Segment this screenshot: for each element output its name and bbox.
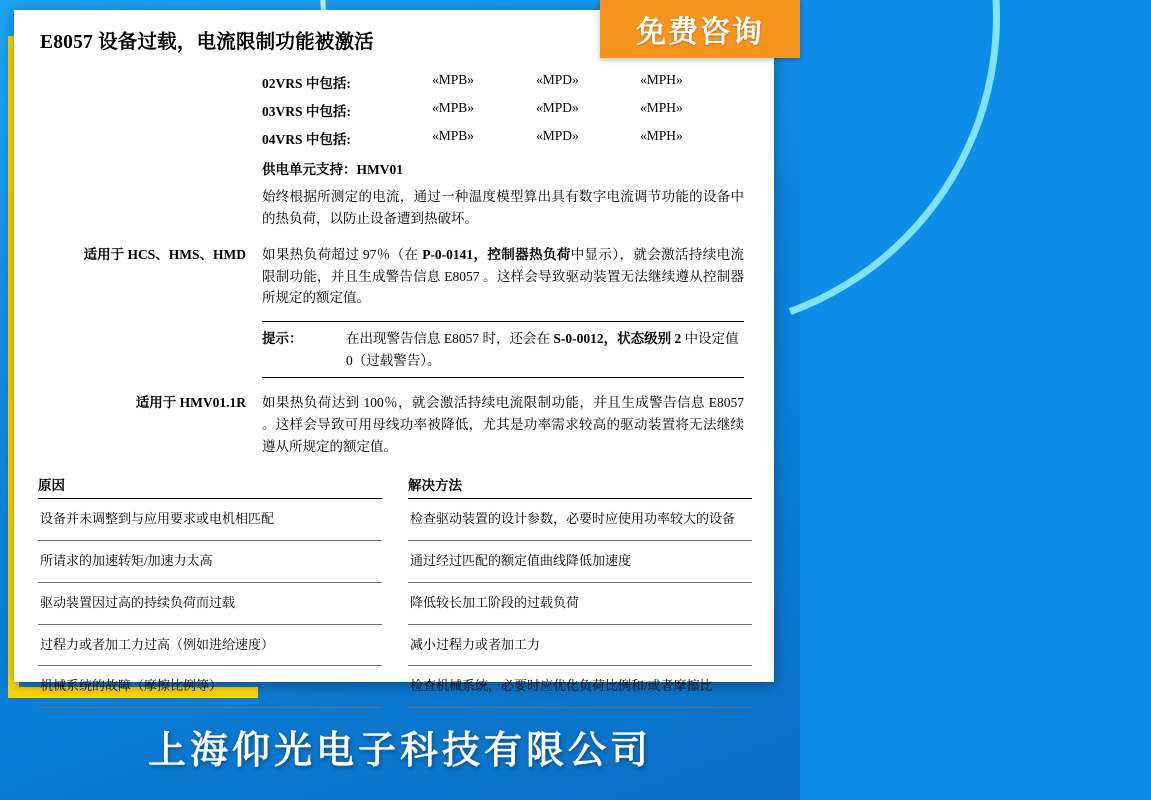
table-row (262, 126, 683, 154)
section-hcs-param: P-0-0141，控制器热负荷 (422, 246, 571, 262)
section-hcs-text-a: 如果热负荷超过 97％（在 (262, 246, 423, 262)
note-body (346, 328, 744, 371)
list-item: 通过经过匹配的额定值曲线降低加速度 (408, 541, 752, 583)
cause-header: 原因 (38, 474, 382, 499)
section-hmv01-label: 适用于 HMV01.1R (135, 395, 246, 411)
list-item: 检查驱动装置的设计参数，必要时应使用功率较大的设备 (408, 499, 752, 541)
section-hmv01-text: 如果热负荷达到 100％，就会激活持续电流限制功能，并且生成警告信息 E8057 。这样会导致可用母线功率被降低，尤其是功率需求较高的驱动装置将无法继续遵从所规定的额定值。 (262, 395, 744, 455)
vrs-cell: «MPB» (432, 128, 475, 143)
list-item: 过程力或者加工力过高（例如进给速度） (38, 625, 382, 667)
section-hcs-label: 适用于 HCS、HMS、HMD (83, 246, 246, 262)
vrs-cell: «MPH» (640, 100, 683, 115)
free-consult-label: 免费咨询 (636, 16, 764, 49)
vrs-label: 02VRS 中包括: (262, 76, 351, 91)
table-row (262, 98, 683, 126)
cause-remedy-table (30, 474, 758, 708)
intro-paragraph: 始终根据所测定的电流，通过一种温度模型算出具有数字电流调节功能的设备中的热负荷，以防止设备遭到热破坏。 (262, 189, 744, 226)
vrs-cell: «MPH» (640, 72, 683, 87)
section-hcs-text-c: 中显示），就会激活持续电流限制功能，并且生成警告信息 E8057 。这样会导致驱动装置无法继续遵从控制器所规定的额定值。 (262, 246, 745, 306)
document-sheet (14, 10, 774, 694)
vrs-cell: «MPB» (432, 72, 475, 87)
list-item: 减小过程力或者加工力 (408, 625, 752, 667)
vrs-table (262, 70, 683, 154)
list-item: 检查机械系统，必要时应优化负荷比例和/或者摩擦比 (408, 666, 752, 708)
note-text-a: 在出现警告信息 E8057 时，还会在 (346, 331, 554, 347)
note-label: 提示： (262, 331, 303, 347)
cause-column (38, 474, 382, 708)
note-box (262, 321, 744, 378)
error-title: E8057 设备过载，电流限制功能被激活 (40, 32, 374, 53)
note-param: S-0-0012，状态级别 2 (553, 331, 682, 347)
vrs-label: 03VRS 中包括: (262, 104, 351, 119)
remedy-header: 解决方法 (408, 474, 752, 499)
list-item: 所请求的加速转矩/加速力太高 (38, 541, 382, 583)
list-item: 机械系统的故障（摩擦比例等） (38, 666, 382, 708)
vrs-cell: «MPD» (536, 72, 579, 87)
supply-unit-line: 供电单元支持：HMV01 (262, 162, 403, 177)
vrs-label: 04VRS 中包括: (262, 132, 351, 147)
vrs-cell: «MPH» (640, 128, 683, 143)
vrs-cell: «MPD» (536, 100, 579, 115)
vrs-cell: «MPB» (432, 100, 475, 115)
remedy-column (408, 474, 752, 708)
vrs-cell: «MPD» (536, 128, 579, 143)
note-text-c: 中设定值 0（过载警告）。 (346, 331, 739, 368)
free-consult-banner[interactable] (600, 0, 800, 58)
list-item: 降低较长加工阶段的过载负荷 (408, 583, 752, 625)
table-row (262, 70, 683, 98)
list-item: 驱动装置因过高的持续负荷而过载 (38, 583, 382, 625)
company-watermark: 上海仰光电子科技有限公司 (147, 730, 652, 772)
list-item: 设备并未调整到与应用要求或电机相匹配 (38, 499, 382, 541)
section-hcs-hms-hmd (83, 244, 745, 310)
section-hmv01 (135, 392, 744, 458)
